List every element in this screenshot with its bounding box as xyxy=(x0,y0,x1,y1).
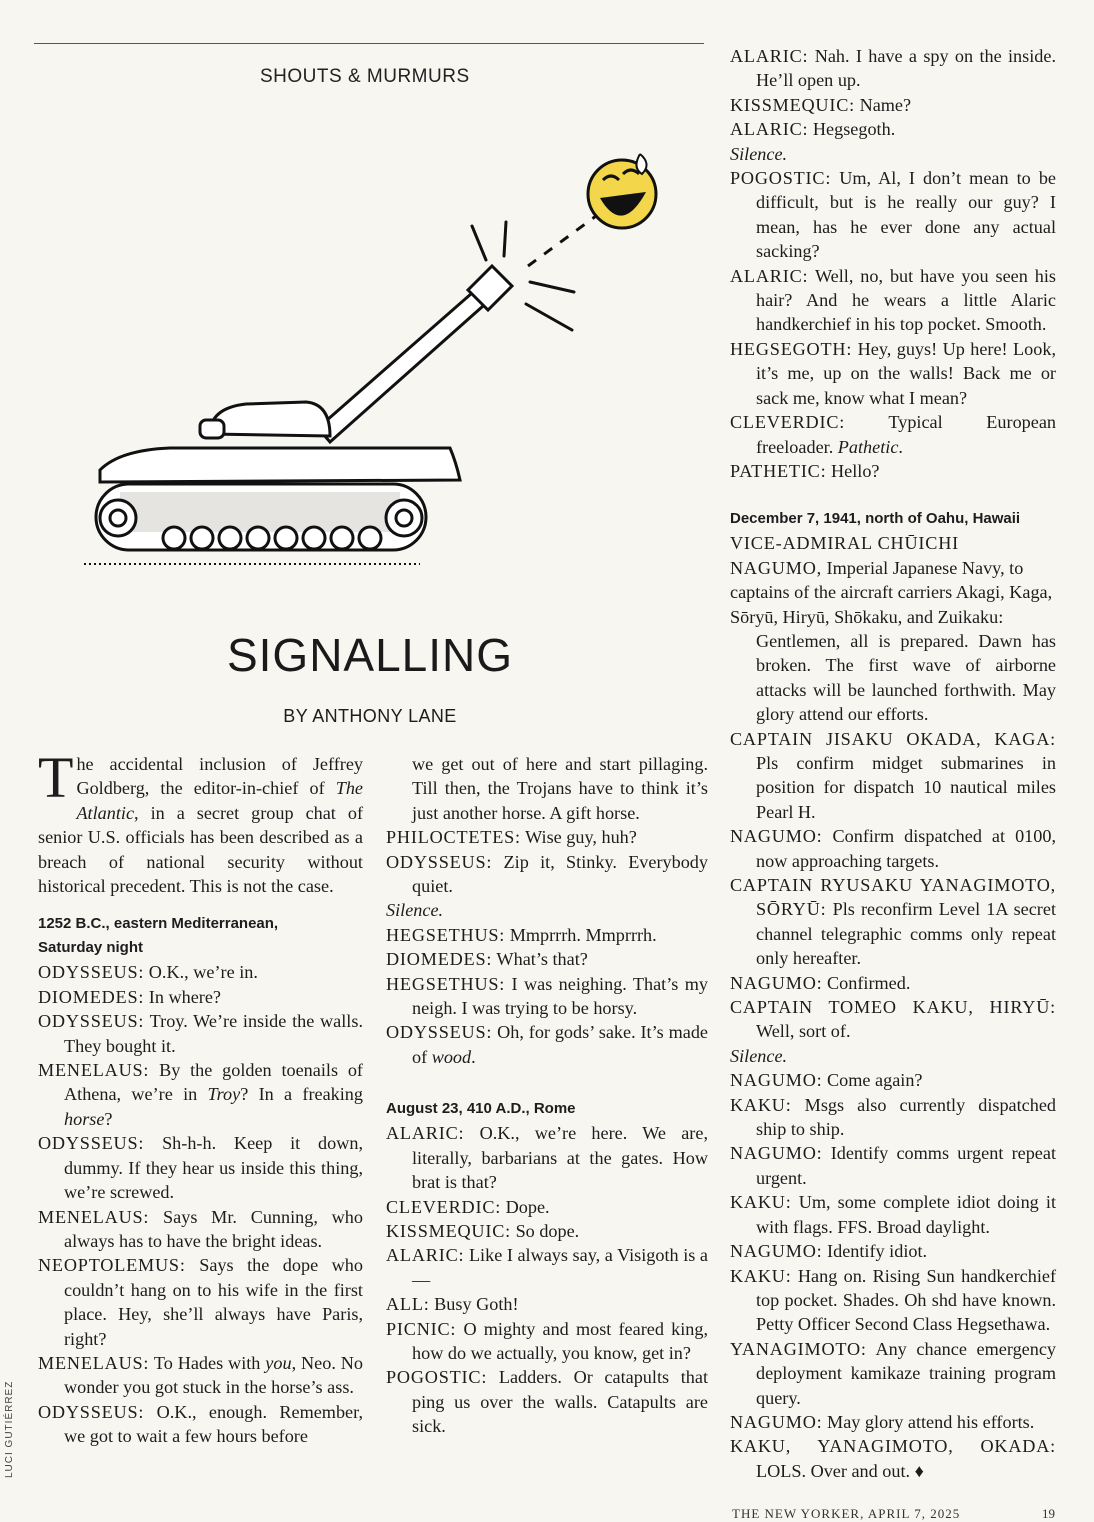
dialogue-line: PICNIC: O mighty and most feared king, how do we actually, you know, get in? xyxy=(386,1318,708,1363)
dialogue-line: POGOSTIC: Ladders. Or catapults that ping us over the walls. Catapults are sick. xyxy=(386,1367,708,1437)
dialogue-line: PHILOCTETES: Wise guy, huh? xyxy=(386,827,637,848)
dialogue-line: ALARIC: Nah. I have a spy on the inside. He’ll open up. xyxy=(730,46,1056,91)
dialogue-line: CAPTAIN TOMEO KAKU, HIRYŪ: Well, sort of. xyxy=(730,997,1056,1042)
dialogue-line: MENELAUS: By the golden toenails of Athena, we’re in Troy? In a freaking horse? xyxy=(38,1060,363,1129)
dialogue-line: NAGUMO: Identify comms urgent repeat urgent. xyxy=(730,1143,1056,1188)
dialogue-line: KAKU: Hang on. Rising Sun handkerchief top pocket. Shades. Oh shd have known. Petty Officer Second Class Hegsethawa. xyxy=(730,1265,1056,1335)
scene-heading: 1252 B.C., eastern Mediterranean, Saturday night xyxy=(38,915,279,957)
stage-direction: Silence. xyxy=(386,900,444,921)
dialogue-line: PATHETIC: Hello? xyxy=(730,460,880,481)
dialogue-line: VICE-ADMIRAL CHŪICHI NAGUMO, Imperial Japanese Navy, to captains of the aircraft carriers Akagi, Kaga, Sōryū, Hiryū, Shōkaku, and Zuikaku: xyxy=(730,533,1053,627)
dialogue-line: ALARIC: Like I always say, a Visigoth is a— xyxy=(386,1245,708,1290)
dialogue-line: POGOSTIC: Um, Al, I don’t mean to be difficult, but is he really our guy? I mean, has he ever done any actual sacking? xyxy=(730,168,1056,262)
dialogue-line: CAPTAIN RYUSAKU YANAGIMOTO, SŌRYŪ: Pls reconfirm Level 1A secret channel telegraphic comms only repeat only hereafter. xyxy=(730,875,1056,969)
dialogue-line: ODYSSEUS: O.K., we’re in. xyxy=(38,962,258,983)
article-title: SIGNALLING xyxy=(226,629,514,681)
dialogue-line: NAGUMO: Confirmed. xyxy=(730,972,911,993)
illustration-credit: LUCI GUTIÉRREZ xyxy=(4,1380,15,1478)
stage-direction: Silence. xyxy=(730,1045,788,1066)
dialogue-line: KAKU: Msgs also currently dispatched ship to ship. xyxy=(730,1094,1056,1140)
drop-cap: T xyxy=(38,745,74,810)
dialogue-line: HEGSETHUS: I was neighing. That’s my neigh. I was trying to be horsy. xyxy=(386,973,708,1019)
dialogue-line: CLEVERDIC: Dope. xyxy=(386,1196,550,1217)
dialogue-line: MENELAUS: To Hades with you, Neo. No wonder you got stuck in the horse’s ass. xyxy=(38,1352,363,1398)
scene-heading: December 7, 1941, north of Oahu, Hawaii xyxy=(730,510,1021,528)
page-number: 19 xyxy=(1042,1506,1055,1521)
dialogue-line: HEGSETHUS: Mmprrrh. Mmprrrh. xyxy=(386,924,657,945)
dialogue-line: ODYSSEUS: Zip it, Stinky. Everybody quiet. xyxy=(386,851,708,897)
dialogue-line: KAKU, YANAGIMOTO, OKADA: LOLS. Over and out. ♦ xyxy=(730,1436,1056,1481)
byline: BY ANTHONY LANE xyxy=(283,706,457,726)
intro-paragraph: The accidental inclusion of Jeffrey Goldberg, the editor-in-chief of The Atlantic, in a secret group chat of senior U.S. officials has been described as a breach of national security without historical precedent. This is not the case. xyxy=(38,745,363,897)
department-label: SHOUTS & MURMURS xyxy=(260,66,470,87)
dialogue-line: NAGUMO: Identify idiot. xyxy=(730,1241,928,1262)
dialogue-line: KISSMEQUIC: Name? xyxy=(730,94,912,115)
dialogue-line: KISSMEQUIC: So dope. xyxy=(386,1220,580,1241)
tank-hull xyxy=(100,448,460,482)
dialogue-line: ALL: Busy Goth! xyxy=(386,1294,519,1315)
dialogue-line: ALARIC: O.K., we’re here. We are, literally, barbarians at the gates. How brat is that? xyxy=(386,1123,708,1193)
dialogue-line: ODYSSEUS: Troy. We’re inside the walls. They bought it. xyxy=(38,1011,363,1056)
dialogue-line: ALARIC: Well, no, but have you seen his hair? And he wears a little Alaric handkerchief in his top pocket. Smooth. xyxy=(730,265,1056,335)
tank-illustration xyxy=(60,140,700,580)
dialogue-line: ODYSSEUS: Oh, for gods’ sake. It’s made of wood. xyxy=(386,1022,708,1067)
dialogue-line: YANAGIMOTO: Any chance emergency deployment kamikaze training program query. xyxy=(730,1338,1056,1408)
dialogue-line: CAPTAIN JISAKU OKADA, KAGA: Pls confirm midget submarines in position for dispatch 10 nautical miles Pearl H. xyxy=(730,728,1056,822)
dialogue-line: ODYSSEUS: O.K., enough. Remember, we got to wait a few hours before xyxy=(38,1401,363,1447)
magazine-footer: THE NEW YORKER, APRIL 7, 2025 xyxy=(732,1506,961,1521)
dialogue-line: NAGUMO: Confirm dispatched at 0100, now approaching targets. xyxy=(730,826,1056,871)
tank-barrel xyxy=(318,266,512,442)
top-rule xyxy=(34,43,704,44)
column-2 xyxy=(386,752,708,1439)
dialogue-line: NAGUMO: Come again? xyxy=(730,1070,923,1091)
dialogue-line: CLEVERDIC: Typical European freeloader. Pathetic. xyxy=(730,412,1056,457)
laughing-emoji-icon xyxy=(588,154,656,228)
speech-block: Gentlemen, all is prepared. Dawn has broken. The first wave of airborne attacks will be launched forthwith. May glory attend our efforts. xyxy=(756,630,1056,725)
tank-tracks xyxy=(96,484,426,550)
dialogue-line: HEGSEGOTH: Hey, guys! Up here! Look, it’s me, up on the walls! Back me or sack me, know what I mean? xyxy=(730,338,1056,408)
dialogue-line: DIOMEDES: In where? xyxy=(38,986,221,1007)
dialogue-line: KAKU: Um, some complete idiot doing it with flags. FFS. Broad daylight. xyxy=(730,1192,1056,1237)
dialogue-line: NEOPTOLEMUS: Says the dope who couldn’t hang on to his wife in the first place. Hey, she’ll always have Paris, right? xyxy=(38,1255,363,1349)
dialogue-line: ODYSSEUS: Sh-h-h. Keep it down, dummy. If they hear us inside this thing, we’re screwed. xyxy=(38,1133,363,1203)
dialogue-continuation: we get out of here and start pillaging. Till then, the Trojans have to think it’s just another horse. A gift horse. xyxy=(412,754,708,823)
trajectory-line xyxy=(528,216,596,266)
dialogue-line: ALARIC: Hegsegoth. xyxy=(730,119,896,140)
dialogue-line: MENELAUS: Says Mr. Cunning, who always has to have the bright ideas. xyxy=(38,1206,363,1251)
column-1 xyxy=(38,745,363,1449)
stage-direction: Silence. xyxy=(730,143,788,164)
dialogue-line: DIOMEDES: What’s that? xyxy=(386,949,588,970)
tank-turret xyxy=(210,402,330,436)
column-3 xyxy=(730,44,1056,1483)
scene-heading: August 23, 410 A.D., Rome xyxy=(386,1100,576,1118)
dialogue-line: NAGUMO: May glory attend his efforts. xyxy=(730,1411,1035,1432)
